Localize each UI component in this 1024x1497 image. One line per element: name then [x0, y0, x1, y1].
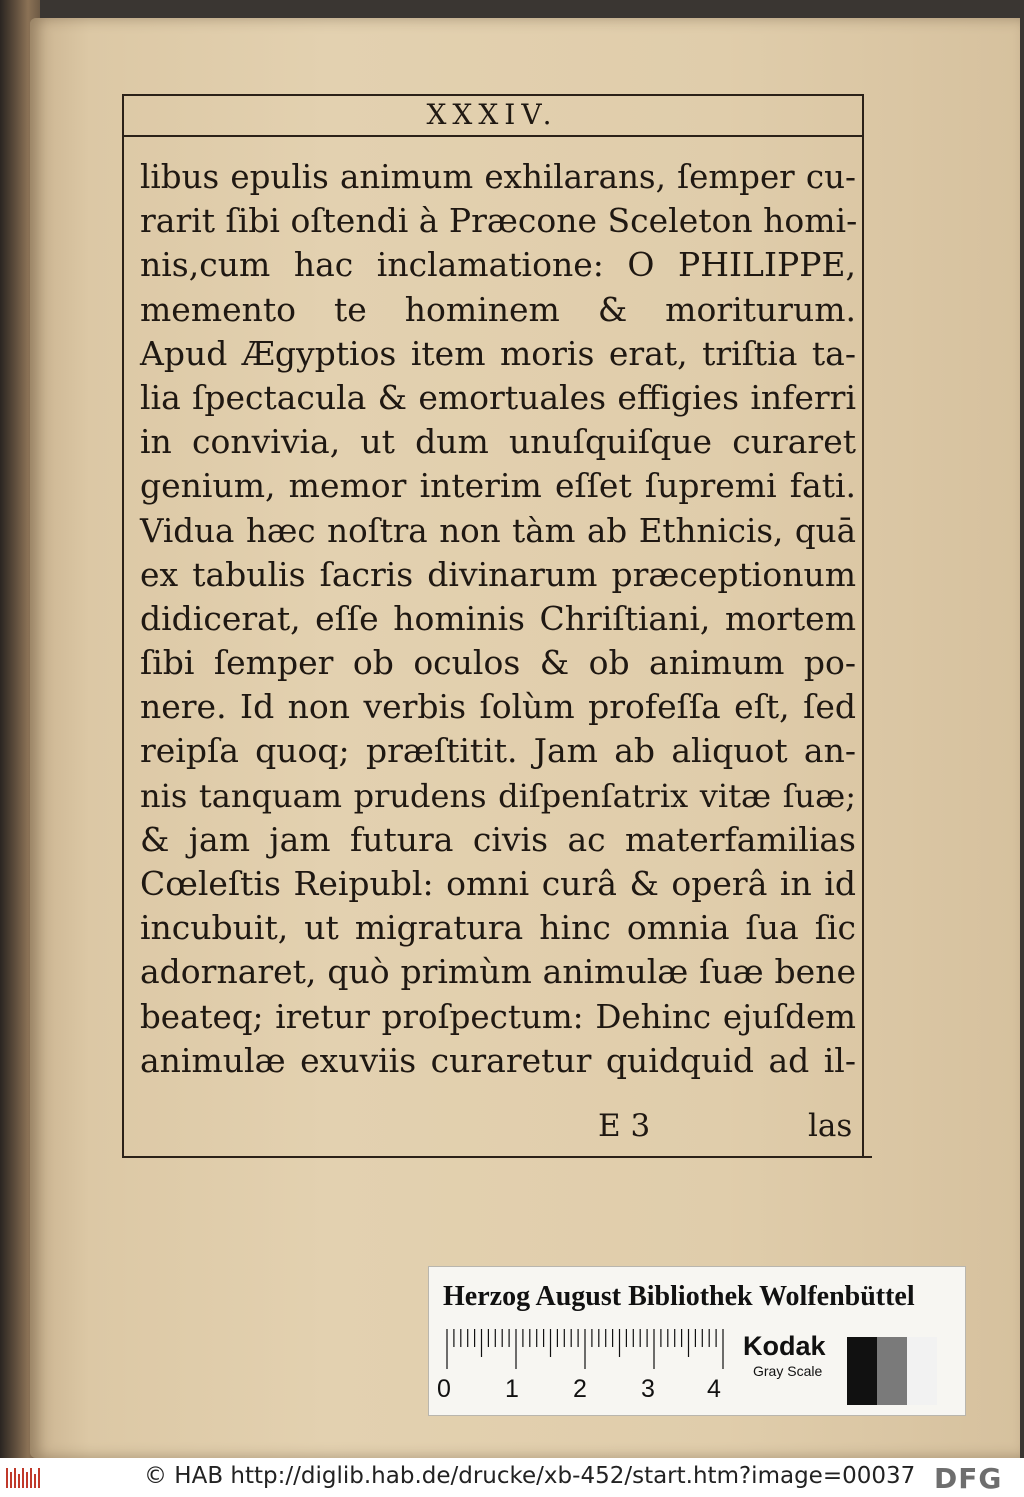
- ruler-number: 0: [437, 1375, 451, 1403]
- frame-rule-top: [122, 94, 862, 96]
- ruler-number: 4: [707, 1375, 721, 1403]
- kodak-brand: Kodak: [743, 1331, 826, 1361]
- text-line: & jam jam futura civis ac materfamilias: [140, 819, 856, 859]
- signature-mark: E 3: [598, 1108, 651, 1144]
- text-line: genium, memor interim eſſet ſupremi fati.: [140, 466, 856, 506]
- catchword: las: [808, 1108, 853, 1144]
- card-title: Herzog August Bibliothek Wolfenbüttel: [443, 1281, 915, 1312]
- text-line: Vidua hæc noſtra non tàm ab Ethnicis, quā: [140, 511, 856, 550]
- text-line: rarit ſibi oſtendi à Præcone Sceleton homi-: [140, 201, 858, 241]
- text-line: reipſa quoq; præſtitit. Jam ab aliquot an-: [140, 731, 856, 771]
- frame-rule-right: [862, 94, 864, 1158]
- footer-bar: [0, 1458, 1024, 1497]
- frame-rule-left: [122, 94, 124, 1158]
- gray-patch: [907, 1337, 937, 1405]
- frame-rule-under-head: [122, 135, 862, 137]
- dfg-logo: DFG: [934, 1462, 1003, 1495]
- ruler-number: 3: [641, 1375, 655, 1403]
- frame-rule-bottom: [122, 1156, 872, 1158]
- text-line: animulæ exuviis curaretur quidquid ad il-: [140, 1040, 856, 1080]
- text-line: lia ſpectacula & emortuales effigies inferri: [140, 377, 856, 417]
- text-line: ſibi ſemper ob oculos & ob animum po-: [140, 643, 856, 683]
- text-line: memento te hominem & moriturum.: [140, 289, 856, 329]
- ruler-number: 2: [573, 1375, 587, 1403]
- gray-scale-label: Gray Scale: [753, 1363, 823, 1379]
- gray-patch: [847, 1337, 877, 1405]
- text-line: libus epulis animum exhilarans, ſemper cu-: [140, 158, 856, 196]
- text-line: didicerat, eſſe hominis Chriſtiani, mortem: [140, 598, 856, 638]
- hab-barcode-icon: [6, 1466, 40, 1490]
- text-line: beateq; iretur proſpectum: Dehinc ejuſdem: [140, 997, 856, 1036]
- text-line: Cœleſtis Reipubl: omni curâ & operâ in id: [140, 864, 856, 903]
- text-line: nis tanquam prudens diſpenſatrix vitæ ſuæ;: [140, 776, 856, 815]
- gray-patches: [847, 1337, 937, 1405]
- scale-card: [428, 1266, 966, 1416]
- footer-copyright-link[interactable]: © HAB http://diglib.hab.de/drucke/xb-452/start.htm?image=00037: [144, 1463, 916, 1489]
- text-line: nis,cum hac inclamatione: O PHILIPPE,: [140, 245, 856, 285]
- text-line: incubuit, ut migratura hinc omnia ſua ſic: [140, 908, 856, 948]
- text-line: ex tabulis ſacris divinarum præceptionum: [140, 554, 856, 594]
- ruler-number: 1: [505, 1375, 519, 1403]
- text-line: Apud Ægyptios item moris erat, triſtia ta-: [140, 333, 856, 373]
- text-line: in convivia, ut dum unuſquiſque curaret: [140, 422, 856, 462]
- text-block: [140, 155, 856, 1083]
- gray-patch: [877, 1337, 907, 1405]
- text-line: adornaret, quò primùm animulæ ſuæ bene: [140, 952, 856, 992]
- ruler-icon: [443, 1327, 733, 1371]
- text-line: nere. Id non verbis ſolùm profeſſa eſt, ſed: [140, 687, 856, 727]
- running-head: XXXIV.: [426, 98, 558, 131]
